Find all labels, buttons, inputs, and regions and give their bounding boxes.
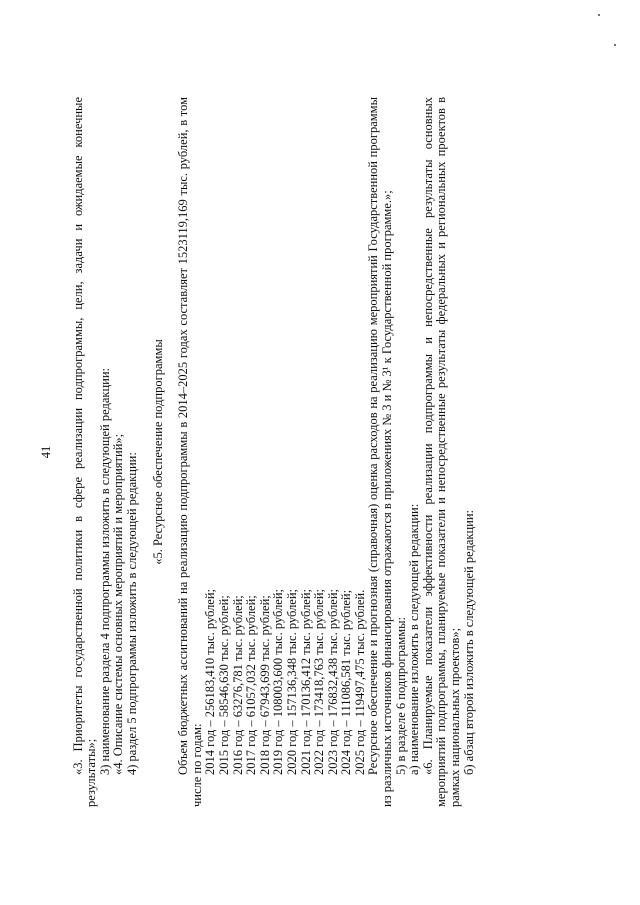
item-3: 3) наименование раздела 4 подпрограммы изложить в следующей редакции: [97,367,112,775]
page-number: 41 [39,445,53,459]
year-item: 2021 год – 170136,412 тыс. рублей; [298,588,313,775]
item-4: 4) раздел 5 подпрограммы изложить в следующей редакции: [124,452,139,775]
rotated-text-block [40,97,600,807]
year-item: 2022 год – 173418,763 тыс. рублей; [312,588,327,775]
item-3-text: «4. Описание системы основных мероприятий и мероприятий»; [111,433,126,775]
year-item: 2017 год – 61057,032 тыс. рублей; [244,595,259,775]
year-item: 2023 год – 176832,438 тыс. рублей; [325,588,340,775]
year-item: 2014 год – 256183,410 тыс. рублей; [203,588,218,775]
year-item: 2015 год – 58546,630 тыс. рублей; [216,595,231,775]
item-5a: а) наименование изложить в следующей редакции: [407,503,422,775]
year-item: 2024 год – 111086,581 тыс. рублей; [339,589,354,775]
item-5: 5) в разделе 6 подпрограммы: [393,616,408,775]
year-item: 2016 год – 63276,781 тыс. рублей; [230,595,245,775]
item-5a-text: «6. Планируемые показатели эффективности реализации подпрограммы и непосредственные результаты основных мероприятий подпрограммы, планируемые показатели и непосредственные результаты федеральных и региональных проектов в рамках национальных проектов»; [420,97,463,807]
year-list [204,97,367,807]
resource-paragraph: Ресурсное обеспечение и прогнозная (справочная) оценка расходов на реализацию мероприятий Государственной программы из различных источников финансирования отражаются в приложениях № 3 и № 3¹ к Государственной программе.»; [366,97,395,807]
scan-speck [598,14,600,16]
year-item: 2018 год – 67943,699 тыс. рублей; [257,595,272,775]
year-item: 2019 год – 108003,600 тыс. рублей; [271,588,286,775]
year-item: 2025 год – 119497,475 тыс. рублей. [352,589,367,775]
paragraph-priorities: «3. Приоритеты государственной политики в сфере реализации подпрограммы, цели, задачи и ожидаемые конечные результаты»; [70,97,99,807]
scan-speck [614,44,616,46]
budget-intro: Объем бюджетных ассигнований на реализацию подпрограммы в 2014–2025 годах составляет 1523119,169 тыс. рублей, в том числе по годам: [176,97,204,807]
section-5-heading: «5. Ресурсное обеспечение подпрограммы [150,339,165,565]
item-5b: б) абзац второй изложить в следующей редакции: [461,509,476,775]
year-item: 2020 год – 157136,348 тыс. рублей; [284,588,299,775]
